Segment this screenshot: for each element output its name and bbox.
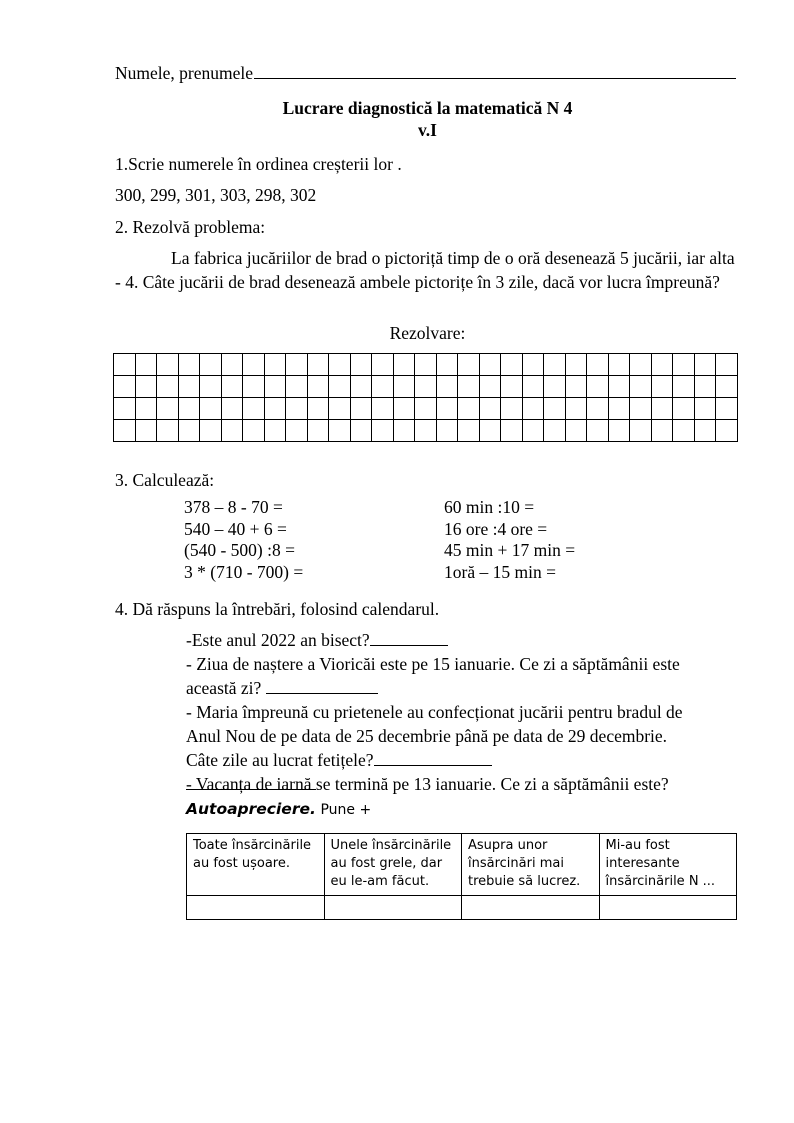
solution-grid-cell[interactable]: [307, 420, 329, 442]
self-assessment-option-1: [187, 834, 325, 896]
solution-grid-cell[interactable]: [200, 398, 222, 420]
self-assessment-option-4-line1: Mi-au fost: [605, 838, 670, 853]
task3-row: [184, 519, 740, 541]
solution-grid-cell[interactable]: [479, 398, 501, 420]
solution-grid-cell[interactable]: [630, 354, 652, 376]
solution-grid-cell[interactable]: [178, 420, 200, 442]
solution-grid-cell[interactable]: [135, 354, 157, 376]
solution-grid-cell[interactable]: [393, 420, 415, 442]
task4-question-list: [186, 628, 738, 796]
solution-grid-cell[interactable]: [307, 398, 329, 420]
solution-grid-cell[interactable]: [458, 398, 480, 420]
task3-row: [184, 562, 740, 584]
solution-grid-cell[interactable]: [135, 420, 157, 442]
solution-grid-cell[interactable]: [372, 398, 394, 420]
solution-grid-cell[interactable]: [221, 376, 243, 398]
solution-grid-cell[interactable]: [415, 398, 437, 420]
solution-grid-cell[interactable]: [651, 376, 673, 398]
solution-grid-cell[interactable]: [372, 376, 394, 398]
solution-grid-cell[interactable]: [114, 376, 136, 398]
task4-answer-blank-1[interactable]: [370, 632, 448, 646]
solution-grid-cell[interactable]: [286, 398, 308, 420]
task3-expression-right-2: 16 ore :4 ore =: [444, 518, 548, 539]
solution-grid-cell[interactable]: [608, 376, 630, 398]
task2-solution-label: Rezolvare:: [389, 323, 466, 343]
self-assessment-option-3: [462, 834, 600, 896]
solution-grid-cell[interactable]: [694, 420, 716, 442]
solution-grid-cell[interactable]: [587, 376, 609, 398]
self-assessment-option-4-line3: însărcinările N ...: [605, 874, 716, 889]
solution-grid-cell[interactable]: [544, 354, 566, 376]
task3-row: [184, 540, 740, 562]
student-name-label: Numele, prenumele: [115, 63, 254, 83]
solution-grid-cell[interactable]: [694, 376, 716, 398]
self-assessment-options-row: [187, 834, 737, 896]
solution-grid-cell[interactable]: [587, 420, 609, 442]
solution-grid-cell[interactable]: [200, 376, 222, 398]
solution-grid-cell[interactable]: [114, 398, 136, 420]
solution-grid-cell[interactable]: [264, 376, 286, 398]
task4-question-2-text-line1: - Ziua de naștere a Vioricăi este pe 15 ianuarie. Ce zi a săptămânii este: [186, 654, 680, 674]
solution-grid-cell[interactable]: [436, 376, 458, 398]
solution-grid-cell[interactable]: [200, 354, 222, 376]
solution-grid-cell[interactable]: [716, 376, 738, 398]
solution-grid-cell[interactable]: [350, 398, 372, 420]
document-title-block: [115, 97, 740, 141]
task4-answer-blank-4[interactable]: [186, 789, 316, 790]
self-assessment-table: [186, 833, 737, 920]
task4-question-4: [186, 772, 738, 796]
solution-grid-cell[interactable]: [372, 354, 394, 376]
solution-grid-cell[interactable]: [436, 420, 458, 442]
solution-grid-cell[interactable]: [350, 354, 372, 376]
solution-grid-cell[interactable]: [694, 354, 716, 376]
solution-grid-cell[interactable]: [565, 420, 587, 442]
solution-grid[interactable]: [113, 353, 738, 442]
self-assessment-option-2-line1: Unele însărcinările: [330, 838, 452, 853]
solution-grid-cell[interactable]: [651, 354, 673, 376]
solution-grid-cell[interactable]: [544, 398, 566, 420]
task4-question-3-text-line3: Câte zile au lucrat fetițele?: [186, 750, 374, 770]
solution-grid-cell[interactable]: [329, 354, 351, 376]
solution-grid-cell[interactable]: [673, 398, 695, 420]
task3-expression-left-3: (540 - 500) :8 =: [184, 540, 295, 560]
solution-grid-cell[interactable]: [200, 420, 222, 442]
solution-grid-cell[interactable]: [501, 420, 523, 442]
task1-heading: 1.Scrie numerele în ordinea creșterii lor .: [115, 154, 402, 174]
self-assessment-option-2-line3: eu le-am făcut.: [330, 874, 430, 889]
task2-problem-text: La fabrica jucăriilor de brad o pictoriță timp de o oră desenează 5 jucării, iar alta - 4. Câte jucării de brad desenează ambele pictorițe în 3 zile, dacă vor lucra împreună?: [115, 248, 735, 292]
task4-heading: 4. Dă răspuns la întrebări, folosind calendarul.: [115, 599, 440, 619]
solution-grid-cell[interactable]: [114, 420, 136, 442]
solution-grid-cell[interactable]: [372, 420, 394, 442]
self-assessment-answer-cell-3[interactable]: [462, 896, 600, 920]
self-assessment-answer-row: [187, 896, 737, 920]
solution-grid-cell[interactable]: [458, 420, 480, 442]
solution-grid-cell[interactable]: [307, 354, 329, 376]
solution-grid-cell[interactable]: [135, 398, 157, 420]
task4-question-2: [186, 652, 738, 700]
task4-question-1: [186, 628, 738, 652]
task4-question-4-text: - Vacanța de iarnă se termină pe 13 ianuarie. Ce zi a săptămânii este?: [186, 774, 669, 794]
solution-grid-cell[interactable]: [264, 420, 286, 442]
solution-grid-cell[interactable]: [286, 420, 308, 442]
self-assessment-option-2-line2: au fost grele, dar: [330, 856, 443, 871]
self-assessment-option-3-line3: trebuie să lucrez.: [468, 874, 581, 889]
self-assessment-option-4-line2: interesante: [605, 856, 680, 871]
solution-grid-row: [114, 420, 738, 442]
task3-expression-left-1: 378 – 8 - 70 =: [184, 497, 283, 517]
task4-question-3: [186, 700, 738, 772]
self-assessment-option-4: [599, 834, 737, 896]
solution-grid-cell[interactable]: [178, 354, 200, 376]
self-assessment-title: Autoapreciere.: [186, 800, 316, 818]
self-assessment-option-3-line2: însărcinări mai: [468, 856, 564, 871]
solution-grid-cell[interactable]: [565, 376, 587, 398]
task4-answer-blank-3[interactable]: [374, 752, 492, 766]
solution-grid-cell[interactable]: [221, 420, 243, 442]
self-assessment-heading: [186, 799, 371, 820]
solution-grid-cell[interactable]: [178, 398, 200, 420]
solution-grid-cell[interactable]: [501, 398, 523, 420]
solution-grid-cell[interactable]: [587, 354, 609, 376]
solution-grid-cell[interactable]: [716, 354, 738, 376]
solution-grid-row: [114, 398, 738, 420]
solution-grid-cell[interactable]: [114, 354, 136, 376]
task4-answer-blank-2[interactable]: [266, 680, 378, 694]
solution-grid-cell[interactable]: [544, 376, 566, 398]
solution-grid-cell[interactable]: [522, 354, 544, 376]
solution-grid-cell[interactable]: [243, 354, 265, 376]
task3-heading: 3. Calculează:: [115, 470, 215, 490]
self-assessment-option-1-line1: Toate însărcinările: [193, 838, 312, 853]
solution-grid-cell[interactable]: [286, 354, 308, 376]
solution-grid-cell[interactable]: [329, 398, 351, 420]
solution-grid-cell[interactable]: [651, 420, 673, 442]
solution-grid-cell[interactable]: [436, 354, 458, 376]
solution-grid-cell[interactable]: [243, 420, 265, 442]
solution-grid-cell[interactable]: [286, 376, 308, 398]
self-assessment-instruction: Pune +: [320, 802, 372, 818]
solution-grid-cell[interactable]: [243, 398, 265, 420]
solution-grid-cell[interactable]: [501, 354, 523, 376]
page-title: Lucrare diagnostică la matematică N 4: [282, 98, 573, 118]
solution-grid-cell[interactable]: [135, 376, 157, 398]
solution-grid-row: [114, 376, 738, 398]
solution-grid-cell[interactable]: [565, 398, 587, 420]
solution-grid-cell[interactable]: [157, 376, 179, 398]
solution-grid-cell[interactable]: [544, 420, 566, 442]
solution-grid-cell[interactable]: [716, 420, 738, 442]
solution-grid-cell[interactable]: [393, 354, 415, 376]
variant-label: v.I: [418, 120, 437, 140]
solution-grid-cell[interactable]: [479, 376, 501, 398]
solution-grid-cell[interactable]: [350, 376, 372, 398]
solution-grid-cell[interactable]: [157, 420, 179, 442]
task4-question-3-text-line1: - Maria împreună cu prietenele au confecționat jucării pentru bradul de: [186, 702, 683, 722]
self-assessment-option-2: [324, 834, 462, 896]
solution-grid-cell[interactable]: [522, 376, 544, 398]
self-assessment-answer-cell-2[interactable]: [324, 896, 462, 920]
solution-grid-cell[interactable]: [608, 398, 630, 420]
solution-grid-cell[interactable]: [522, 420, 544, 442]
self-assessment-answer-cell-4[interactable]: [599, 896, 737, 920]
solution-grid-cell[interactable]: [630, 420, 652, 442]
task4-question-2-text-line2: această zi?: [186, 678, 262, 698]
solution-grid-cell[interactable]: [673, 376, 695, 398]
task3-expressions: [184, 497, 740, 583]
task3-row: [184, 497, 740, 519]
solution-grid-cell[interactable]: [415, 354, 437, 376]
solution-grid-cell[interactable]: [522, 398, 544, 420]
solution-grid-cell[interactable]: [565, 354, 587, 376]
solution-grid-cell[interactable]: [587, 398, 609, 420]
task1-numbers: 300, 299, 301, 303, 298, 302: [115, 185, 317, 205]
solution-grid-cell[interactable]: [393, 376, 415, 398]
task3-expression-left-4: 3 * (710 - 700) =: [184, 561, 304, 582]
solution-grid-cell[interactable]: [329, 420, 351, 442]
task3-expression-left-2: 540 – 40 + 6 =: [184, 518, 287, 539]
self-assessment-answer-cell-1[interactable]: [187, 896, 325, 920]
task4-question-1-text: -Este anul 2022 an bisect?: [186, 630, 370, 650]
solution-grid-cell[interactable]: [307, 376, 329, 398]
solution-grid-cell[interactable]: [243, 376, 265, 398]
self-assessment-option-3-line1: Asupra unor: [468, 838, 548, 853]
solution-grid-cell[interactable]: [651, 398, 673, 420]
solution-grid-cell[interactable]: [221, 354, 243, 376]
solution-grid-cell[interactable]: [694, 398, 716, 420]
solution-grid-cell[interactable]: [673, 420, 695, 442]
solution-grid-cell[interactable]: [393, 398, 415, 420]
solution-grid-cell[interactable]: [329, 376, 351, 398]
solution-grid-cell[interactable]: [157, 398, 179, 420]
student-name-blank[interactable]: [254, 65, 736, 79]
solution-grid-cell[interactable]: [608, 420, 630, 442]
solution-grid-cell[interactable]: [157, 354, 179, 376]
solution-grid-cell[interactable]: [264, 354, 286, 376]
solution-grid-cell[interactable]: [415, 376, 437, 398]
student-name-line: [115, 62, 740, 84]
solution-grid-cell[interactable]: [608, 354, 630, 376]
task3-expression-right-4: 1oră – 15 min =: [444, 561, 556, 582]
solution-grid-cell[interactable]: [436, 398, 458, 420]
task3-expression-right-3: 45 min + 17 min =: [444, 540, 576, 560]
solution-grid-cell[interactable]: [350, 420, 372, 442]
solution-grid-cell[interactable]: [264, 398, 286, 420]
solution-grid-cell[interactable]: [716, 398, 738, 420]
solution-grid-cell[interactable]: [630, 376, 652, 398]
task4-question-3-text-line2: Anul Nou de pe data de 25 decembrie până pe data de 29 decembrie.: [186, 726, 668, 746]
solution-grid-cell[interactable]: [415, 420, 437, 442]
solution-grid-cell[interactable]: [673, 354, 695, 376]
solution-grid-cell[interactable]: [458, 354, 480, 376]
solution-grid-cell[interactable]: [221, 398, 243, 420]
solution-grid-cell[interactable]: [479, 420, 501, 442]
self-assessment-option-1-line2: au fost ușoare.: [193, 856, 290, 871]
solution-grid-row: [114, 354, 738, 376]
solution-grid-cell[interactable]: [501, 376, 523, 398]
solution-grid-cell[interactable]: [178, 376, 200, 398]
task2-heading: 2. Rezolvă problema:: [115, 217, 266, 237]
solution-grid-cell[interactable]: [458, 376, 480, 398]
task3-expression-right-1: 60 min :10 =: [444, 497, 535, 517]
solution-grid-cell[interactable]: [630, 398, 652, 420]
solution-grid-cell[interactable]: [479, 354, 501, 376]
